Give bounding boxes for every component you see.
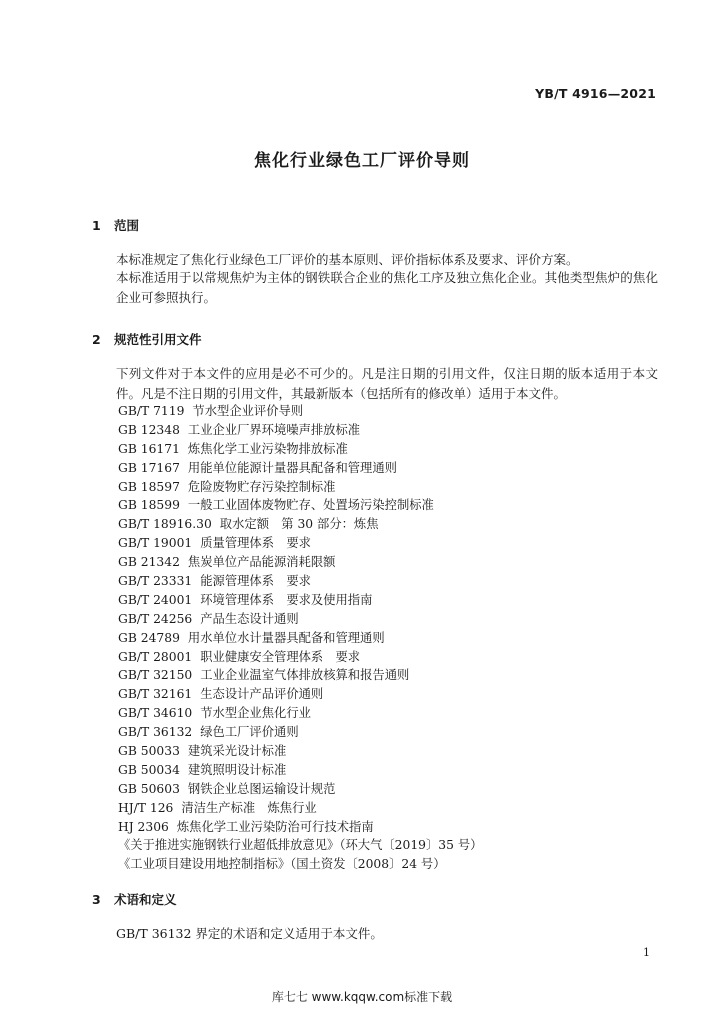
reference-item: GB 17167 用能单位能源计量器具配备和管理通则 <box>118 460 397 475</box>
reference-item: GB 18597 危险废物贮存污染控制标准 <box>118 479 336 494</box>
section-2-heading <box>92 330 202 348</box>
reference-item: HJ/T 126 清洁生产标准 炼焦行业 <box>118 800 317 815</box>
reference-item: GB 50034 建筑照明设计标准 <box>118 762 287 777</box>
reference-item: GB 50033 建筑采光设计标准 <box>118 744 287 759</box>
section-title: 规范性引用文件 <box>114 332 202 347</box>
reference-item: GB/T 32150 工业企业温室气体排放核算和报告通则 <box>118 668 410 683</box>
reference-item: GB/T 24256 产品生态设计通则 <box>118 611 299 626</box>
reference-item: GB/T 36132 绿色工厂评价通则 <box>118 725 299 740</box>
reference-item: GB/T 32161 生态设计产品评价通则 <box>118 687 324 702</box>
section-number: 3 <box>92 892 101 907</box>
reference-item: GB/T 24001 环境管理体系 要求及使用指南 <box>118 592 373 607</box>
reference-item: GB/T 7119 节水型企业评价导则 <box>118 404 304 418</box>
reference-item: GB/T 18916.30 取水定额 第 30 部分：炼焦 <box>118 517 379 532</box>
reference-item: 《工业项目建设用地控制指标》（国土资发〔2008〕24 号） <box>118 857 446 872</box>
section-3-paragraph: GB/T 36132 界定的术语和定义适用于本文件。 <box>116 926 383 941</box>
section-1-paragraph-1: 本标准规定了焦化行业绿色工厂评价的基本原则、评价指标体系及要求、评价方案。 <box>116 252 579 267</box>
normative-references-list <box>118 402 482 874</box>
footer-watermark: 库七七 www.kqqw.com标准下载 <box>271 990 453 1004</box>
section-title: 范围 <box>114 218 140 233</box>
reference-item: GB 16171 炼焦化学工业污染物排放标准 <box>118 441 348 456</box>
reference-item: GB 18599 一般工业固体废物贮存、处置场污染控制标准 <box>118 498 434 513</box>
reference-item: GB/T 19001 质量管理体系 要求 <box>118 536 311 551</box>
reference-item: GB 50603 钢铁企业总图运输设计规范 <box>118 781 336 796</box>
section-1-heading <box>92 216 139 234</box>
page-number: 1 <box>643 946 650 959</box>
reference-item: GB 24789 用水单位水计量器具配备和管理通则 <box>118 630 385 645</box>
section-3-heading <box>92 890 177 908</box>
reference-item: GB/T 34610 节水型企业焦化行业 <box>118 706 311 721</box>
standard-code: YB/T 4916—2021 <box>535 86 656 101</box>
section-2-paragraph: 下列文件对于本文件的应用是必不可少的。凡是注日期的引用文件，仅注日期的版本适用于本文件。凡是不注日期的引用文件，其最新版本（包括所有的修改单）适用于本文件。 <box>116 366 658 401</box>
reference-item: GB 21342 焦炭单位产品能源消耗限额 <box>118 555 336 570</box>
section-1-paragraph-2: 本标准适用于以常规焦炉为主体的钢铁联合企业的焦化工序及独立焦化企业。其他类型焦炉的焦化企业可参照执行。 <box>116 270 658 305</box>
reference-item: GB/T 23331 能源管理体系 要求 <box>118 574 311 589</box>
reference-item: GB/T 28001 职业健康安全管理体系 要求 <box>118 649 361 664</box>
reference-item: GB 12348 工业企业厂界环境噪声排放标准 <box>118 422 361 437</box>
section-number: 1 <box>92 218 101 233</box>
document-title: 焦化行业绿色工厂评价导则 <box>254 151 470 171</box>
reference-item: 《关于推进实施钢铁行业超低排放意见》（环大气〔2019〕35 号） <box>118 838 483 853</box>
section-title: 术语和定义 <box>114 892 177 907</box>
section-number: 2 <box>92 332 101 347</box>
reference-item: HJ 2306 炼焦化学工业污染防治可行技术指南 <box>118 819 374 834</box>
